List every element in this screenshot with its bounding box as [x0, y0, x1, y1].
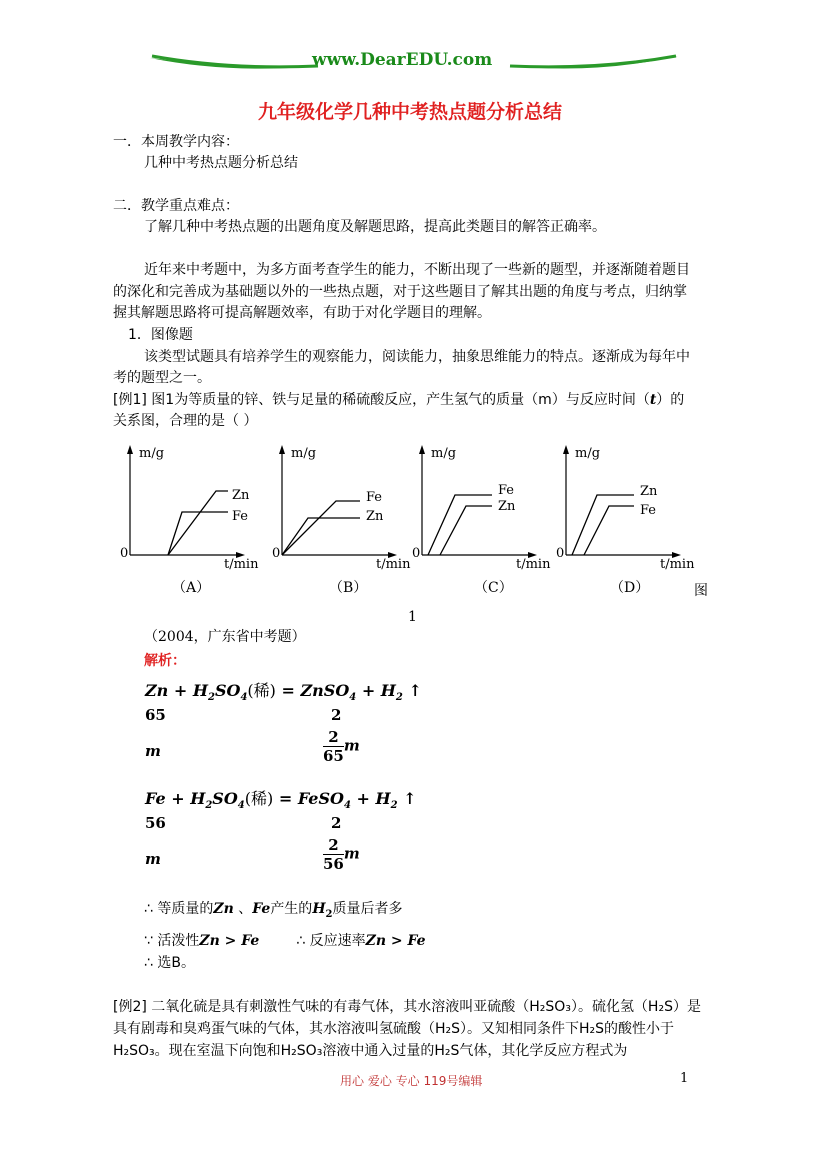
section1-label: 一．本周教学内容： — [113, 134, 239, 150]
eq2-row1-right: 2 — [331, 814, 342, 832]
eq2-frac-den: 56 — [323, 855, 344, 873]
eq2-frac-num: 2 — [323, 836, 344, 855]
panel-origin: 0 — [412, 546, 421, 561]
header-swoosh-left — [150, 52, 320, 74]
eq1-fraction — [323, 728, 360, 765]
panel-top-series: Fe — [498, 483, 515, 498]
panel-bottom-series: Fe — [232, 509, 249, 524]
eq2-row1-left: 56 — [145, 814, 166, 832]
source-note: （2004，广东省中考题） — [144, 629, 306, 645]
eq1-products: = ZnSO — [275, 681, 350, 700]
eq1-frac-var: m — [343, 736, 360, 755]
panel-xlabel: t/min — [376, 557, 411, 572]
eq1-frac-den: 65 — [323, 747, 344, 765]
eq2-frac-var: m — [343, 844, 360, 863]
figure-caption-tail: 图 — [694, 583, 708, 599]
example1-line2: 关系图，合理的是（ ） — [113, 413, 258, 429]
eq2-gas-arrow: ↑ — [403, 789, 417, 808]
analysis-label: 解析： — [144, 653, 186, 669]
concl2-expr2: Zn > Fe — [365, 933, 426, 949]
example1-text-b: ）的 — [656, 392, 685, 408]
concl1-d: 质量后者多 — [332, 901, 403, 917]
conclusion-line2 — [144, 930, 426, 952]
panel-xlabel: t/min — [516, 557, 551, 572]
item1-label: 1．图像题 — [128, 327, 193, 343]
panel-top-series: Zn — [640, 484, 658, 499]
eq1-reactants: Zn + H — [145, 681, 208, 700]
panel-ylabel: m/g — [291, 446, 317, 461]
panel-c — [419, 445, 537, 558]
panel-bottom-series: Zn — [498, 499, 516, 514]
panel-top-series: Fe — [366, 490, 383, 505]
equation1: $Zn + H_2SO_4$(稀) = ZnSO$_4$ + $H_2$ ↑ — [145, 681, 422, 704]
panel-origin: 0 — [556, 546, 565, 561]
example2-line2: 具有剧毒和臭鸡蛋气味的气体，其水溶液叫氢硫酸（H₂S）。又知相同条件下H₂S的酸性小于 — [113, 1021, 675, 1037]
item1-desc1: 该类型试题具有培养学生的观察能力，阅读能力，抽象思维能力的特点。逐渐成为每年中 — [144, 349, 690, 365]
panel-d — [563, 445, 681, 558]
header-banner — [0, 44, 827, 84]
panel-origin: 0 — [272, 546, 281, 561]
concl1-c: 产生的 — [270, 901, 313, 917]
section2-content: 了解几种中考热点题的出题角度及解题思路，提高此类题目的解答正确率。 — [144, 219, 606, 235]
eq2-reactants: Fe + H — [145, 789, 206, 808]
item1-desc2: 考的题型之一。 — [113, 370, 211, 386]
panel-xlabel: t/min — [660, 557, 695, 572]
example2-line3: H₂SO₃。现在室温下向饱和H₂SO₃溶液中通入过量的H₂S气体，其化学反应方程式为 — [113, 1043, 628, 1059]
eq1-row2-left: m — [145, 742, 161, 760]
eq1-dilute: (稀) — [247, 681, 276, 700]
concl1-fe: Fe — [252, 901, 271, 917]
time-symbol: t — [649, 392, 657, 408]
figure-caption-number: 1 — [408, 609, 417, 625]
eq2-h2: + H — [350, 789, 391, 808]
panel-label: （C） — [474, 580, 513, 596]
site-url[interactable]: www.DearEDU.com — [312, 50, 493, 70]
example1-line1 — [113, 389, 684, 411]
concl2-b: ∴ 反应速率 — [296, 933, 366, 949]
concl2-a: ∵ 活泼性 — [144, 933, 200, 949]
concl2-expr: Zn > Fe — [199, 933, 260, 949]
page-title: 九年级化学几种中考热点题分析总结 — [258, 101, 563, 123]
eq1-row1-left: 65 — [145, 706, 166, 724]
eq2-dilute: (稀) — [244, 789, 274, 808]
section2-label: 二．教学重点难点： — [113, 198, 239, 214]
panel-top-series: Zn — [232, 488, 250, 503]
eq2-row2-left: m — [145, 850, 161, 868]
header-swoosh-right — [508, 52, 678, 74]
footer-text: 用心 爱心 专心 119号编辑 — [340, 1074, 483, 1088]
equation2: $Fe + H_2SO_4$(稀) = FeSO$_4$ + $H_2$ ↑ — [145, 789, 417, 812]
panel-origin: 0 — [120, 546, 129, 561]
intro-line1: 近年来中考题中，为多方面考查学生的能力，不断出现了一些新的题型，并逐渐随着题目 — [144, 262, 690, 278]
example1-text-a: [例1] 图1为等质量的锌、铁与足量的稀硫酸反应，产生氢气的质量（m）与反应时间（ — [113, 392, 650, 408]
eq1-row1-right: 2 — [331, 706, 342, 724]
conclusion-line3: ∴ 选B。 — [144, 955, 195, 971]
concl1-b: 、 — [233, 901, 253, 917]
concl1-h: H — [312, 901, 326, 917]
eq2-fraction — [323, 836, 360, 873]
eq1-frac-num: 2 — [323, 728, 344, 747]
eq2-acid: SO — [212, 789, 238, 808]
panel-label: （B） — [329, 580, 368, 596]
panel-bottom-series: Zn — [366, 509, 384, 524]
eq2-products: = FeSO — [273, 789, 344, 808]
example2-line1: [例2] 二氧化硫是具有刺激性气味的有毒气体，其水溶液叫亚硫酸（H₂SO₃）。硫化氢（H₂S）是 — [113, 999, 701, 1015]
panel-label: （D） — [610, 580, 650, 596]
concl1-zn: Zn — [213, 901, 234, 917]
concl1-a: ∴ 等质量的 — [144, 901, 214, 917]
intro-line2: 的深化和完善成为基础题以外的一些热点题，对于这些题目了解其出题的角度与考点，归纳掌 — [113, 284, 687, 300]
section1-content: 几种中考热点题分析总结 — [144, 155, 298, 171]
page-number: 1 — [680, 1071, 689, 1086]
panel-label: （A） — [172, 580, 211, 596]
eq1-gas-arrow: ↑ — [408, 681, 422, 700]
eq1-acid: SO — [214, 681, 241, 700]
intro-line3: 握其解题思路将可提高解题效率，有助于对化学题目的理解。 — [113, 305, 491, 321]
panel-ylabel: m/g — [139, 446, 165, 461]
conclusion-line1: ∴ 等质量的Zn 、Fe产生的$H_2$质量后者多 — [144, 901, 403, 920]
panel-ylabel: m/g — [575, 446, 601, 461]
panel-xlabel: t/min — [224, 557, 259, 572]
panel-bottom-series: Fe — [640, 503, 657, 518]
panel-a — [127, 445, 245, 558]
eq1-h2: + H — [356, 681, 396, 700]
panel-ylabel: m/g — [431, 446, 457, 461]
